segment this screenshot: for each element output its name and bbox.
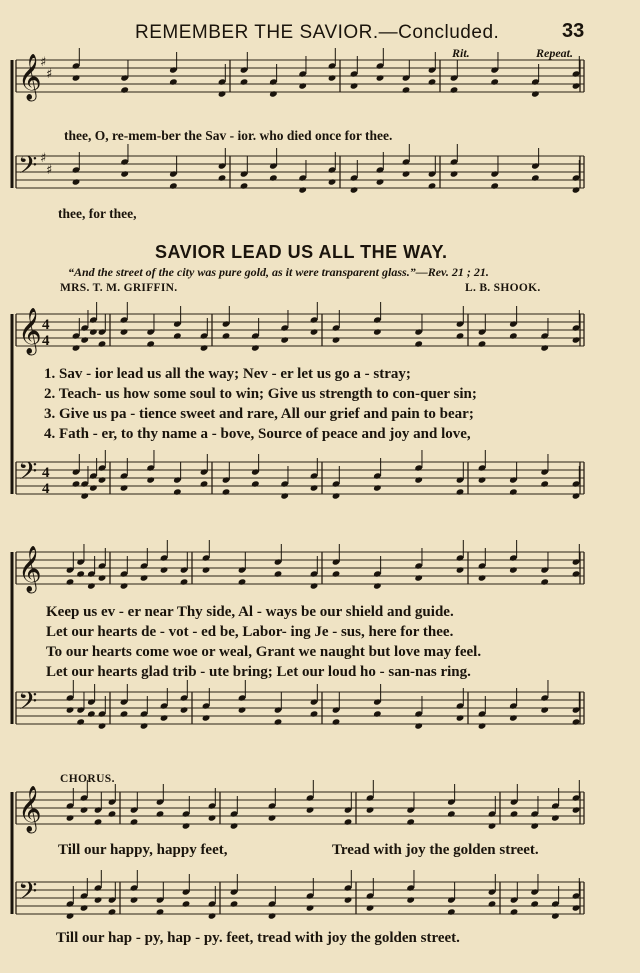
note-head — [478, 722, 487, 729]
note-head — [218, 90, 227, 97]
note-head — [572, 336, 581, 343]
sharp-icon: ♯ — [46, 163, 53, 178]
note-head — [402, 170, 411, 177]
note-head — [376, 178, 385, 185]
note-head — [140, 574, 149, 581]
note-head — [332, 718, 341, 725]
note-head — [540, 706, 549, 713]
note-head — [268, 814, 277, 821]
note-head — [572, 570, 581, 577]
note-head — [350, 82, 359, 89]
note-head — [328, 178, 337, 185]
note-head — [456, 332, 465, 339]
note-head — [108, 810, 117, 817]
note-head — [478, 340, 487, 347]
treble-clef-icon: 𝄞 — [18, 54, 42, 100]
note-head — [208, 912, 217, 919]
note-head — [72, 344, 81, 351]
treble-clef-icon: 𝄞 — [18, 308, 42, 354]
note-head — [490, 78, 499, 85]
chorus-treble-lyrics-left: Till our happy, happy feet, — [58, 842, 228, 858]
note-head — [230, 822, 239, 829]
verse-4-line-2: Let our hearts glad trib - ute bring; Let our loud ho - san-nas ring. — [46, 664, 471, 680]
note-head — [478, 574, 487, 581]
note-head — [366, 904, 375, 911]
note-head — [98, 722, 107, 729]
note-head — [140, 722, 149, 729]
note-head — [540, 344, 549, 351]
note-head — [202, 714, 211, 721]
note-head — [310, 328, 319, 335]
note-head — [456, 488, 465, 495]
chorus-treble-lyrics-right: Tread with joy the golden street. — [332, 842, 539, 858]
note-head — [180, 578, 189, 585]
note-head — [332, 336, 341, 343]
note-head — [72, 178, 81, 185]
sharp-icon: ♯ — [40, 55, 47, 70]
note-head — [414, 574, 423, 581]
note-head — [238, 706, 247, 713]
note-head — [572, 806, 581, 813]
note-head — [146, 476, 155, 483]
note-head — [94, 818, 103, 825]
note-head — [222, 488, 231, 495]
rit-marking: Rit. — [452, 46, 470, 60]
note-head — [120, 328, 129, 335]
note-head — [298, 186, 307, 193]
note-head — [156, 908, 165, 915]
note-head — [120, 484, 129, 491]
note-head — [208, 814, 217, 821]
bass-clef-icon: 𝄢 — [18, 687, 38, 722]
note-head — [406, 818, 415, 825]
note-head — [130, 896, 139, 903]
page-number: 33 — [562, 20, 585, 42]
note-head — [350, 186, 359, 193]
note-head — [269, 90, 278, 97]
note-head — [310, 710, 319, 717]
note-head — [240, 78, 249, 85]
sharp-icon: ♯ — [40, 151, 47, 166]
note-head — [87, 582, 96, 589]
song-author: MRS. T. M. GRIFFIN. — [60, 282, 178, 294]
bass-clef-icon: 𝄢 — [18, 457, 38, 492]
note-head — [269, 174, 278, 181]
note-head — [130, 818, 139, 825]
song-composer: L. B. SHOOK. — [465, 282, 541, 294]
note-head — [66, 578, 75, 585]
note-head — [238, 578, 247, 585]
note-head — [173, 488, 182, 495]
note-head — [366, 806, 375, 813]
note-head — [76, 570, 85, 577]
note-head — [160, 566, 169, 573]
note-head — [251, 344, 260, 351]
note-head — [180, 706, 189, 713]
note-head — [72, 74, 81, 81]
note-head — [488, 822, 497, 829]
note-head — [447, 908, 456, 915]
note-head — [414, 340, 423, 347]
note-head — [332, 570, 341, 577]
note-head — [76, 718, 85, 725]
note-head — [530, 900, 539, 907]
note-head — [89, 484, 98, 491]
note-head — [169, 78, 178, 85]
note-head — [80, 336, 89, 343]
note-head — [72, 480, 81, 487]
note-head — [373, 328, 382, 335]
note-head — [160, 714, 169, 721]
note-head — [280, 336, 289, 343]
time-signature-top: 4 — [42, 317, 50, 333]
note-head — [66, 814, 75, 821]
note-head — [531, 90, 540, 97]
note-head — [344, 896, 353, 903]
note-head — [509, 488, 518, 495]
note-head — [509, 714, 518, 721]
note-head — [414, 476, 423, 483]
note-head — [414, 722, 423, 729]
bass-clef-icon: 𝄢 — [18, 151, 38, 186]
note-head — [509, 332, 518, 339]
treble-clef-icon: 𝄞 — [18, 786, 42, 832]
note-head — [120, 86, 129, 93]
note-head — [510, 810, 519, 817]
note-head — [447, 810, 456, 817]
note-head — [572, 186, 581, 193]
note-head — [530, 822, 539, 829]
note-head — [218, 174, 227, 181]
verse-1-line-2: Keep us ev - er near Thy side, Al - ways be our shield and guide. — [46, 604, 454, 620]
verse-3-line-1: 3. Give us pa - tience sweet and rare, All our grief and pain to bear; — [44, 406, 474, 422]
prev-song-treble-lyrics: thee, O, re-mem-ber the Sav - ior. who died once for thee. — [64, 128, 393, 143]
note-head — [182, 822, 191, 829]
bass-clef-icon: 𝄢 — [18, 877, 38, 912]
treble-clef-icon: 𝄞 — [18, 546, 42, 592]
note-head — [488, 900, 497, 907]
note-head — [510, 908, 519, 915]
note-head — [373, 484, 382, 491]
note-head — [173, 332, 182, 339]
note-head — [332, 492, 341, 499]
note-head — [328, 74, 337, 81]
note-head — [402, 86, 411, 93]
verse-3-line-2: To our hearts come woe or weal, Grant we naught but love may feel. — [46, 644, 482, 660]
time-signature-bottom: 4 — [42, 481, 50, 497]
note-head — [450, 170, 459, 177]
note-head — [80, 492, 89, 499]
note-head — [120, 710, 129, 717]
note-head — [66, 706, 75, 713]
note-head — [202, 566, 211, 573]
note-head — [80, 904, 89, 911]
note-head — [200, 344, 209, 351]
note-head — [531, 174, 540, 181]
note-head — [230, 900, 239, 907]
note-head — [80, 806, 89, 813]
note-head — [98, 476, 107, 483]
note-head — [551, 912, 560, 919]
note-head — [89, 328, 98, 335]
note-head — [66, 912, 75, 919]
note-head — [251, 480, 260, 487]
note-head — [490, 182, 499, 189]
verse-1-line-1: 1. Sav - ior lead us all the way; Nev - er let us go a - stray; — [44, 366, 411, 382]
prev-song-bass-lyrics: thee, for thee, — [58, 206, 137, 221]
note-head — [87, 710, 96, 717]
note-head — [146, 340, 155, 347]
note-head — [572, 904, 581, 911]
note-head — [373, 710, 382, 717]
note-head — [200, 480, 209, 487]
note-head — [298, 82, 307, 89]
note-head — [280, 492, 289, 499]
time-signature-top: 4 — [42, 465, 50, 481]
note-head — [344, 818, 353, 825]
note-head — [169, 182, 178, 189]
chorus-bass-lyrics: Till our hap - py, hap - py. feet, tread with joy the golden street. — [56, 930, 460, 946]
note-head — [156, 810, 165, 817]
note-head — [373, 582, 382, 589]
verse-2-line-2: Let our hearts de - vot - ed be, Labor- ing Je - sus, here for thee. — [46, 624, 454, 640]
note-head — [310, 582, 319, 589]
note-head — [509, 566, 518, 573]
note-head — [478, 476, 487, 483]
note-head — [376, 74, 385, 81]
note-head — [572, 718, 581, 725]
note-head — [120, 170, 129, 177]
note-head — [222, 332, 231, 339]
time-signature-bottom: 4 — [42, 333, 50, 349]
note-head — [456, 714, 465, 721]
header-title: REMEMBER THE SAVIOR.—Concluded. — [135, 22, 500, 43]
sharp-icon: ♯ — [46, 67, 53, 82]
note-head — [98, 574, 107, 581]
note-head — [306, 806, 315, 813]
note-head — [428, 78, 437, 85]
note-head — [310, 484, 319, 491]
chorus-label: CHORUS. — [60, 773, 115, 785]
note-head — [306, 904, 315, 911]
note-head — [572, 492, 581, 499]
repeat-marking: Repeat. — [536, 46, 573, 60]
note-head — [182, 900, 191, 907]
note-head — [572, 82, 581, 89]
verse-4-line-1: 4. Fath - er, to thy name a - bove, Source of peace and joy and love, — [44, 426, 471, 442]
song-title: SAVIOR LEAD US ALL THE WAY. — [155, 242, 448, 262]
note-head — [108, 908, 117, 915]
note-head — [406, 896, 415, 903]
verse-2-line-1: 2. Teach- us how some soul to win; Give us strength to con-quer sin; — [44, 386, 477, 402]
note-head — [540, 480, 549, 487]
song-epigraph: “And the street of the city was pure gold, as it were transparent glass.”—Rev. 21 ; 21. — [68, 265, 489, 279]
note-head — [551, 814, 560, 821]
note-head — [274, 718, 283, 725]
note-head — [98, 340, 107, 347]
note-head — [274, 570, 283, 577]
note-head — [450, 86, 459, 93]
note-head — [240, 182, 249, 189]
note-head — [268, 912, 277, 919]
note-head — [120, 582, 129, 589]
note-head — [456, 566, 465, 573]
note-head — [428, 182, 437, 189]
note-head — [540, 578, 549, 585]
note-head — [94, 896, 103, 903]
